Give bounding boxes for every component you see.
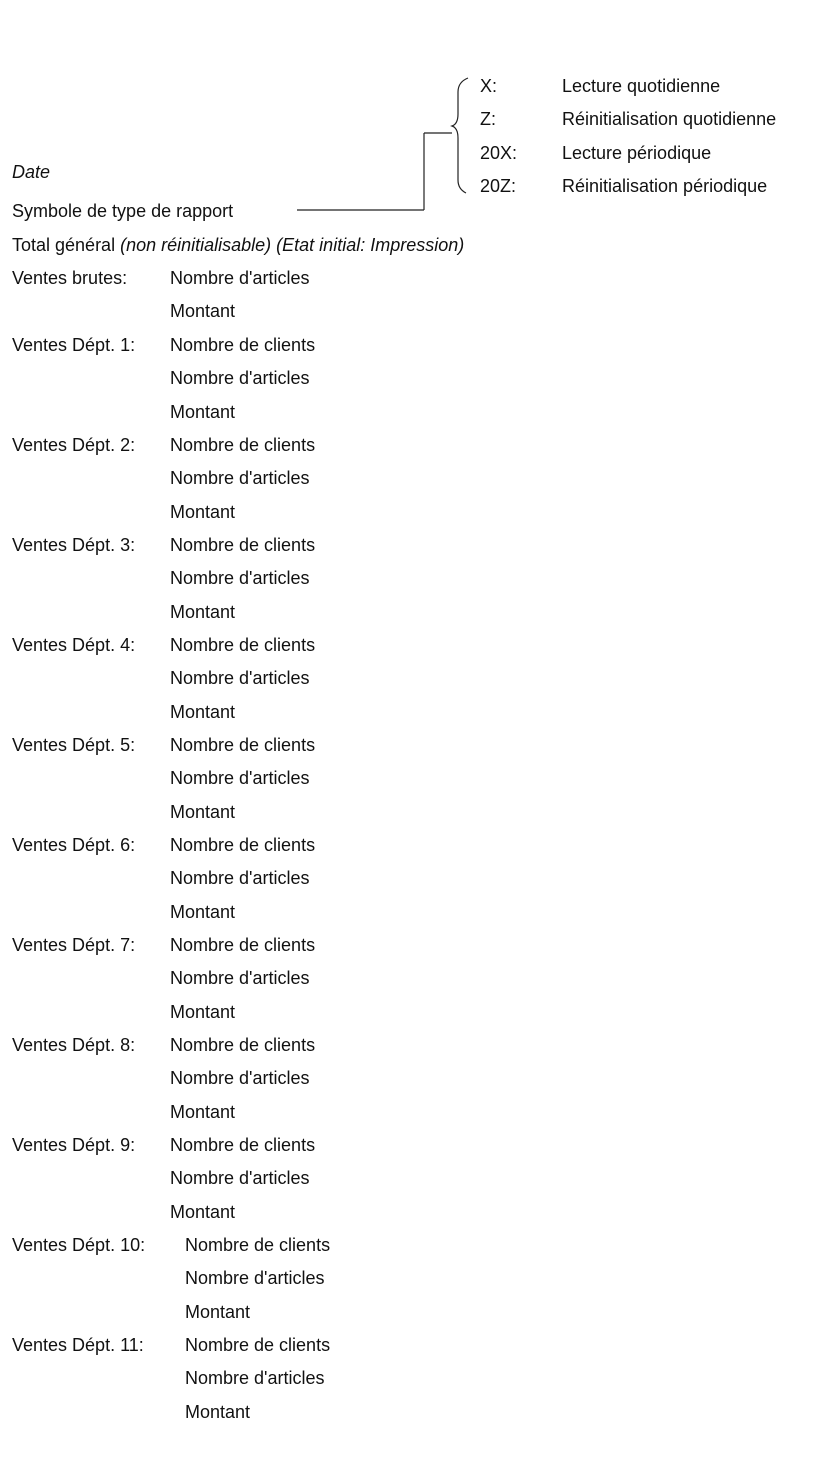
section-label: Ventes Dépt. 5: (12, 735, 136, 755)
section-item: Nombre d'articles (170, 768, 310, 788)
report-type-description: Réinitialisation quotidienne (562, 109, 777, 129)
section-item: Nombre de clients (185, 1335, 331, 1355)
section-item: Montant (170, 602, 236, 622)
report-type-code: 20Z: (480, 176, 517, 196)
section-item: Nombre de clients (170, 935, 316, 955)
section-item: Nombre d'articles (170, 468, 310, 488)
section-item: Nombre d'articles (170, 1168, 310, 1188)
section-item: Montant (170, 502, 236, 522)
section-label: Ventes Dépt. 8: (12, 1035, 136, 1055)
grand-total-line (12, 234, 464, 256)
section-item: Nombre de clients (170, 1135, 316, 1155)
section-item: Nombre d'articles (185, 1268, 325, 1288)
report-type-description: Lecture périodique (562, 143, 712, 163)
section-item: Montant (170, 702, 236, 722)
section-item: Montant (170, 1002, 236, 1022)
grand-total-label: Total général (12, 235, 116, 255)
section-item: Nombre d'articles (170, 268, 310, 288)
section-item: Montant (170, 902, 236, 922)
section-item: Nombre de clients (170, 735, 316, 755)
section-item: Nombre d'articles (185, 1368, 325, 1388)
section-item: Nombre de clients (170, 635, 316, 655)
section-item: Montant (170, 802, 236, 822)
date-label: Date (12, 162, 51, 182)
report-type-symbol-label: Symbole de type de rapport (12, 201, 234, 221)
section-label: Ventes Dépt. 3: (12, 535, 136, 555)
section-label: Ventes Dépt. 11: (12, 1335, 144, 1355)
section-item: Nombre d'articles (170, 868, 310, 888)
section-item: Montant (185, 1402, 251, 1422)
report-type-code: 20X: (480, 143, 518, 163)
grand-total-note: (non réinitialisable) (Etat initial: Impression) (120, 235, 465, 255)
section-item: Nombre de clients (170, 435, 316, 455)
section-label: Ventes Dépt. 2: (12, 435, 136, 455)
section-item: Nombre de clients (170, 1035, 316, 1055)
section-label: Ventes Dépt. 6: (12, 835, 136, 855)
section-item: Montant (170, 301, 236, 321)
section-label: Ventes Dépt. 4: (12, 635, 136, 655)
section-label: Ventes brutes: (12, 268, 128, 288)
section-item: Nombre de clients (170, 535, 316, 555)
section-item: Nombre d'articles (170, 968, 310, 988)
section-item: Montant (170, 1202, 236, 1222)
section-label: Ventes Dépt. 1: (12, 335, 136, 355)
section-label: Ventes Dépt. 7: (12, 935, 136, 955)
section-item: Nombre de clients (185, 1235, 331, 1255)
section-item: Nombre de clients (170, 835, 316, 855)
section-item: Montant (185, 1302, 251, 1322)
report-type-description: Réinitialisation périodique (562, 176, 768, 196)
report-type-description: Lecture quotidienne (562, 76, 721, 96)
report-type-code: X: (480, 76, 498, 96)
section-item: Montant (170, 402, 236, 422)
curly-brace-icon (452, 78, 468, 193)
section-label: Ventes Dépt. 10: (12, 1235, 146, 1255)
section-item: Nombre d'articles (170, 1068, 310, 1088)
section-item: Montant (170, 1102, 236, 1122)
section-item: Nombre d'articles (170, 568, 310, 588)
report-type-code: Z: (480, 109, 496, 129)
section-label: Ventes Dépt. 9: (12, 1135, 136, 1155)
section-item: Nombre de clients (170, 335, 316, 355)
section-item: Nombre d'articles (170, 668, 310, 688)
section-item: Nombre d'articles (170, 368, 310, 388)
